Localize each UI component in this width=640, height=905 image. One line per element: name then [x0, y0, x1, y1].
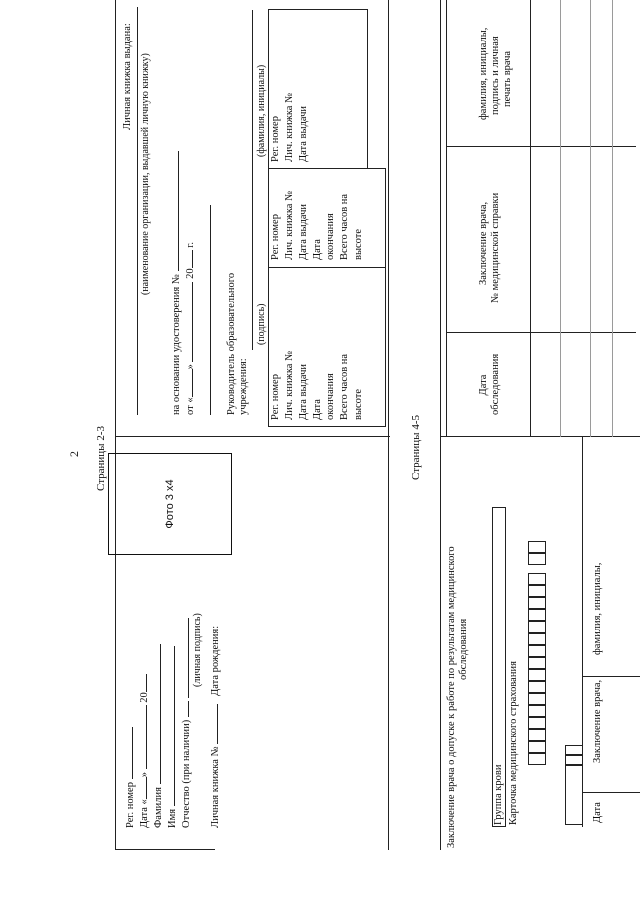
digit-box-small: [565, 745, 583, 755]
digit-box: [528, 621, 546, 633]
right-header-doctor-2: подпись и личная: [490, 36, 501, 115]
digit-box: [528, 717, 546, 729]
record-2-issue: Дата выдачи: [298, 203, 309, 260]
book-number-label: Личная книжка № Дата рождения:: [207, 626, 222, 828]
record-1-book: Лич. книжка №: [284, 350, 295, 420]
record-3-issue: Дата выдачи: [298, 105, 309, 162]
record-2-height: высоте: [353, 228, 364, 260]
digit-box: [528, 753, 546, 765]
digit-box: [528, 705, 546, 717]
right-header-conclusion-1: Заключение врача,: [478, 201, 489, 285]
right-table-top: [446, 0, 447, 437]
digit-box-small: [565, 755, 583, 765]
right-header-date-2: обследования: [490, 353, 501, 415]
blank-line: [210, 205, 211, 415]
record-2-book: Лич. книжка №: [284, 190, 295, 260]
record-block-3: [268, 9, 368, 169]
right-table-col-2: [446, 146, 636, 147]
blood-group-label: Группа крови: [493, 764, 504, 825]
digit-box: [528, 693, 546, 705]
names-caption: (фамилия, инициалы): [256, 64, 267, 157]
photo-placeholder: Фото 3 х4: [108, 453, 232, 555]
insurance-card-label: Карточка медицинского страхования: [508, 661, 519, 825]
digit-box: [528, 609, 546, 621]
personal-signature-caption: (личная подпись): [192, 613, 203, 687]
record-1-height: высоте: [353, 388, 364, 420]
record-3-reg: Рег. номер: [270, 116, 281, 162]
frame2-top-line: [440, 0, 441, 850]
record-1-reg: Рег. номер: [270, 374, 281, 420]
right-table-row-line: [590, 0, 591, 437]
record-2-hours: Всего часов на: [339, 193, 350, 260]
right-header-doctor-3: печать врача: [502, 50, 513, 107]
frame-top-line: [115, 0, 116, 850]
signature-caption: (подпись): [256, 303, 267, 345]
org-line-1: [137, 7, 138, 415]
digit-box: [528, 681, 546, 693]
digit-box: [528, 657, 546, 669]
head-label-1: Руководитель образовательного: [226, 272, 237, 415]
record-2-reg: Рег. номер: [270, 214, 281, 260]
digit-box: [528, 541, 546, 553]
digit-box: [528, 741, 546, 753]
right-table-left: [446, 436, 636, 437]
head-label-2: учреждения:: [238, 358, 249, 415]
left-header-date: Дата: [592, 802, 603, 823]
pages-2-3-heading: Страницы 2-3: [95, 426, 107, 491]
right-table-row-line: [560, 0, 561, 437]
frame-left-line: [115, 849, 215, 850]
left-table-header-top: [582, 437, 583, 827]
digit-box: [528, 553, 546, 565]
left-table-col-1: [582, 792, 640, 793]
name-label: Имя: [164, 646, 179, 828]
right-header-conclusion-2: № медицинской справки: [490, 192, 501, 303]
digit-box: [528, 573, 546, 585]
frame-bottom-line: [388, 0, 389, 850]
right-table-header-bottom: [530, 0, 531, 437]
digit-box: [528, 633, 546, 645]
right-header-doctor-1: фамилия, инициалы,: [478, 27, 489, 120]
digit-box: [528, 645, 546, 657]
head-signature-line: [252, 10, 253, 350]
basis-label: на основании удостоверения №: [168, 151, 183, 415]
issued-by-label: Личная книжка выдана:: [122, 23, 133, 130]
digit-box: [528, 585, 546, 597]
reg-number-label: Рег. номер: [122, 727, 137, 828]
record-1-date: Дата: [312, 399, 323, 420]
page-number: 2: [67, 451, 81, 457]
left-header-doctor: фамилия, инициалы,: [592, 562, 603, 655]
org-caption: (наименование организации, выдавшей личную книжку): [140, 53, 151, 295]
pages-4-5-heading: Страницы 4-5: [410, 415, 422, 480]
right-table-col-1: [446, 332, 636, 333]
record-2-date: Дата: [312, 239, 323, 260]
conclusion-title-2: обследования: [458, 618, 469, 680]
center-divider: [115, 436, 390, 437]
digit-box: [528, 729, 546, 741]
record-2-end: окончания: [325, 213, 336, 260]
digit-box: [528, 669, 546, 681]
left-table-col-2: [582, 676, 640, 677]
record-1-issue: Дата выдачи: [298, 363, 309, 420]
patronymic-label: Отчество (при наличии): [178, 619, 193, 829]
digit-box: [528, 597, 546, 609]
conclusion-title-1: Заключение врача о допуске к работе по результатам медицинского: [446, 546, 457, 848]
from-line: от «» 20 г.: [182, 242, 197, 415]
record-3-book: Лич. книжка №: [284, 92, 295, 162]
right-header-date-1: Дата: [478, 374, 489, 396]
left-header-conclusion: Заключение врача,: [592, 679, 603, 763]
surname-label: Фамилия: [150, 644, 165, 828]
date-line: Дата «» 20: [136, 674, 151, 828]
record-1-hours: Всего часов на: [339, 353, 350, 420]
right-table-row-line: [612, 0, 613, 437]
digit-box-small: [565, 765, 583, 825]
record-1-end: окончания: [325, 373, 336, 420]
